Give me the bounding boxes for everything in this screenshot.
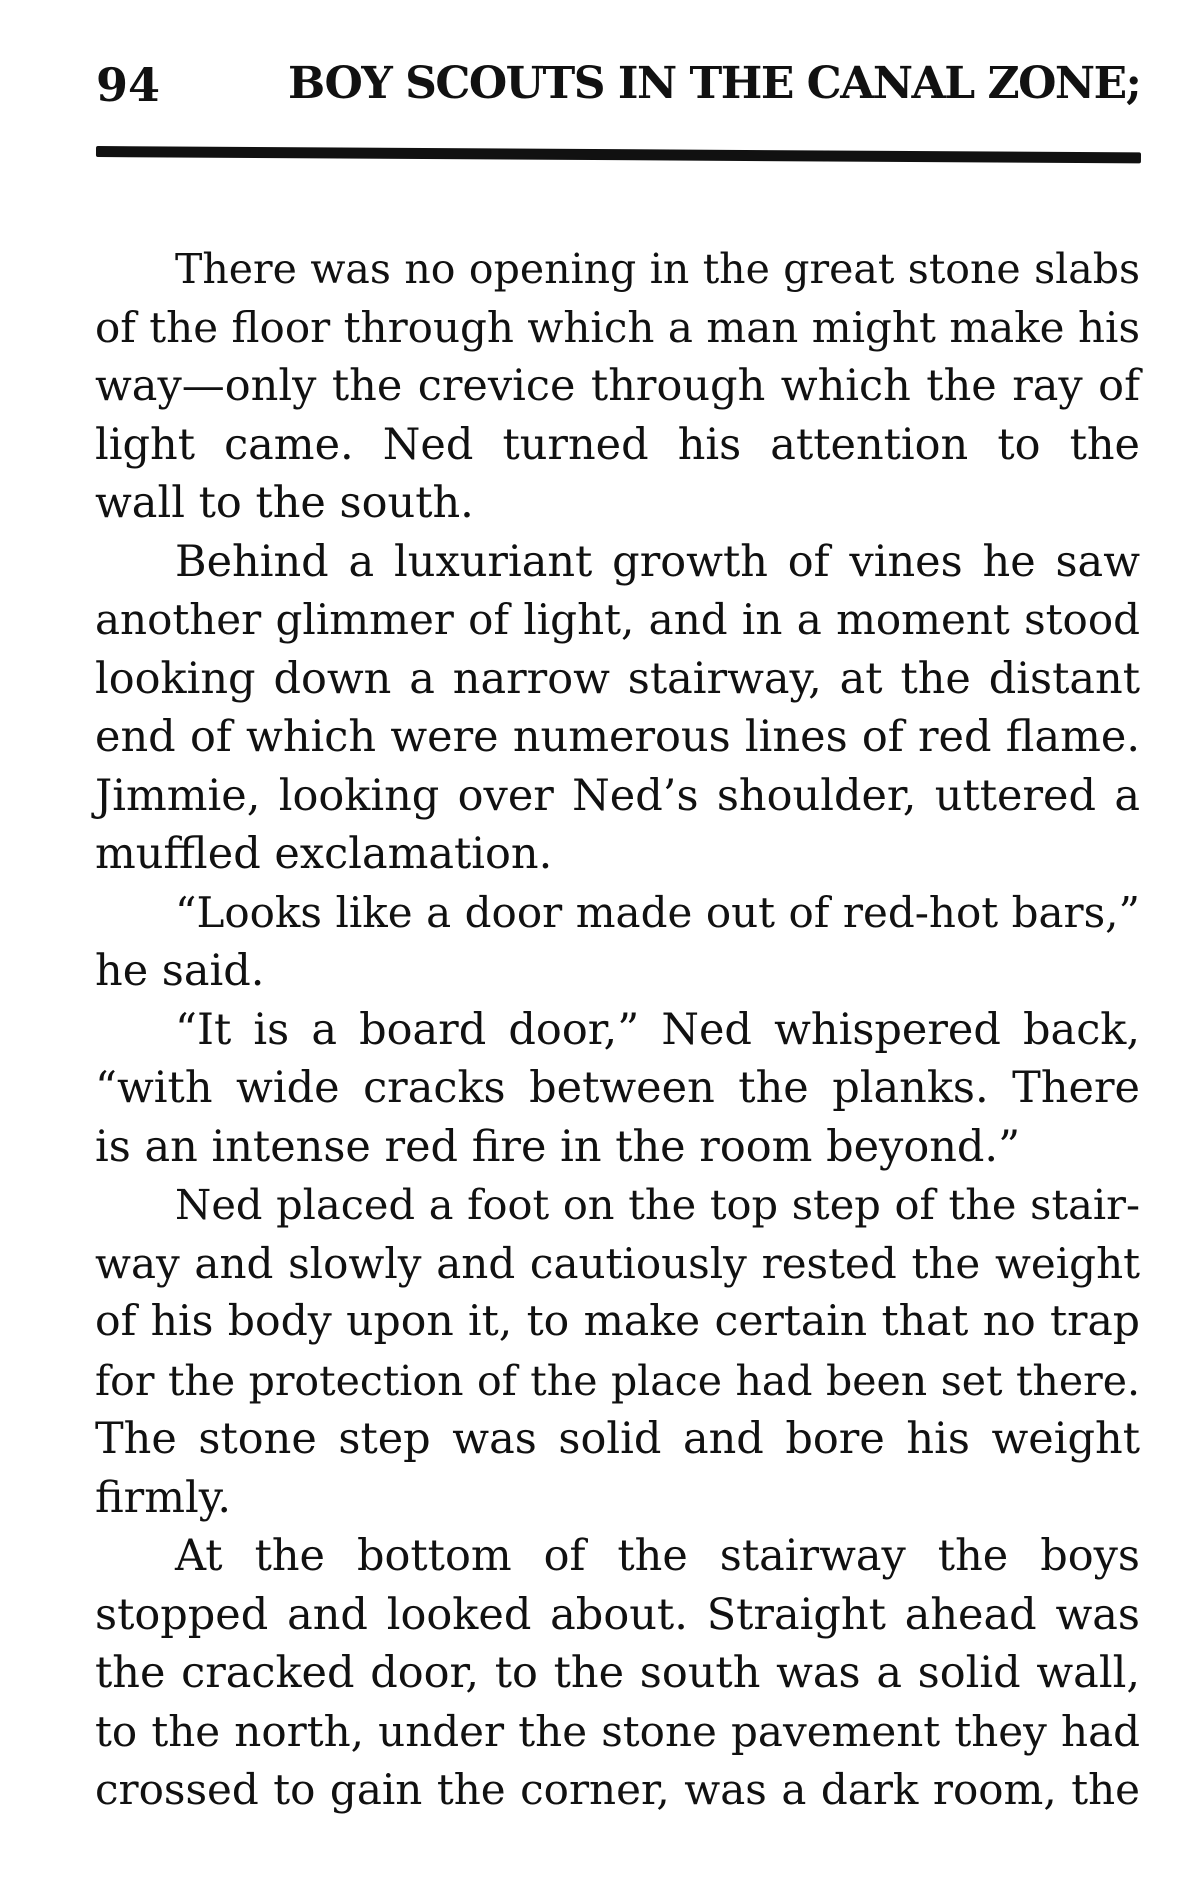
text-line: way—only the crevice through which the ray of	[95, 361, 1140, 411]
text-line: for the protection of the place had been set there.	[95, 1356, 1140, 1405]
text-line: firmly.	[95, 1472, 232, 1523]
text-line: he said.	[95, 946, 265, 996]
running-head: BOY SCOUTS IN THE CANAL ZONE;	[288, 58, 1141, 109]
text-line: At the bottom of the stairway the boys	[175, 1531, 1140, 1581]
text-line: end of which were numerous lines of red flame.	[95, 712, 1140, 762]
page-number: 94	[96, 58, 161, 112]
text-line: muffled exclamation.	[95, 829, 553, 879]
text-line: to the north, under the stone pavement they had	[95, 1706, 1140, 1756]
text-line: the cracked door, to the south was a solid wall,	[95, 1648, 1140, 1698]
text-line: Ned placed a foot on the top step of the stair-	[175, 1180, 1140, 1229]
text-line: is an intense red fire in the room beyond.”	[95, 1121, 1021, 1172]
text-line: another glimmer of light, and in a moment stood	[95, 595, 1140, 644]
text-line: crossed to gain the corner, was a dark room, the	[95, 1765, 1140, 1814]
body-text	[95, 240, 1140, 1820]
text-line: The stone step was solid and bore his weight	[95, 1414, 1140, 1464]
text-line: “with wide cracks between the planks. There	[95, 1063, 1140, 1113]
text-line: There was no opening in the great stone slabs	[175, 245, 1140, 293]
header-rule	[96, 146, 1141, 163]
text-line: way and slowly and cautiously rested the weight	[95, 1238, 1140, 1288]
text-line: “It is a board door,” Ned whispered back,	[175, 1004, 1140, 1055]
text-line: Jimmie, looking over Ned’s shoulder, uttered a	[95, 770, 1140, 821]
text-line: Behind a luxuriant growth of vines he saw	[175, 536, 1140, 587]
text-line: wall to the south.	[95, 478, 474, 528]
text-line: looking down a narrow stairway, at the distant	[95, 653, 1140, 704]
text-line: light came. Ned turned his attention to the	[95, 419, 1140, 470]
text-line: of his body upon it, to make certain that no trap	[95, 1297, 1140, 1346]
text-line: “Looks like a door made out of red-hot bars,”	[175, 887, 1140, 937]
text-line: stopped and looked about. Straight ahead was	[95, 1589, 1140, 1640]
page-header	[96, 58, 1141, 128]
text-line: of the floor through which a man might make his	[95, 302, 1140, 352]
